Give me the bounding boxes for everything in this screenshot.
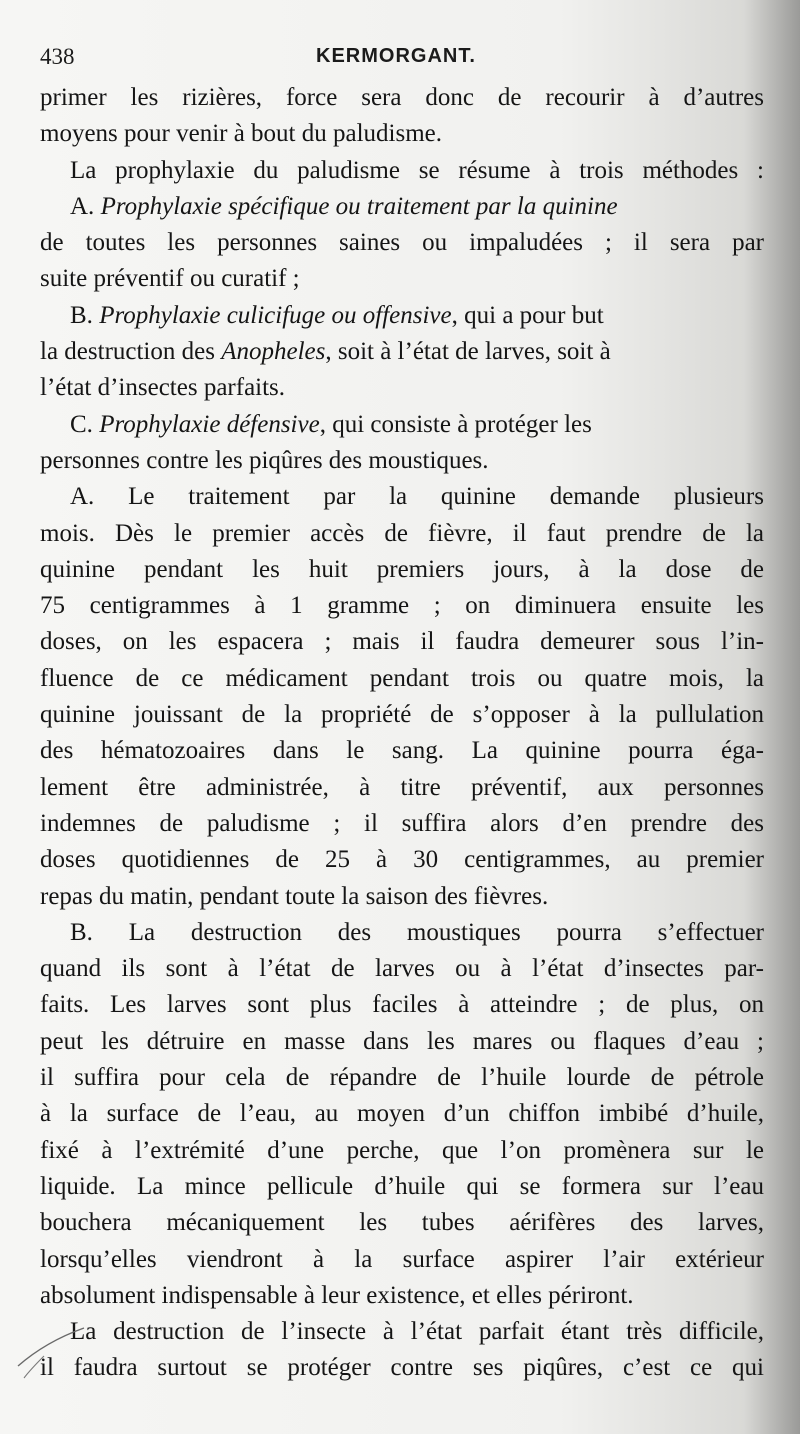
text-line: La prophylaxie du paludisme se résume à trois méthodes :: [70, 156, 764, 184]
line-prefix: la destruction des: [40, 338, 222, 366]
text-line: absolument indispensable à leur existence, et elles périront.: [40, 1281, 634, 1309]
text-line: il suffira pour cela de répandre de l’huile lourde de pétrole: [40, 1064, 764, 1092]
text-line: il faudra surtout se protéger contre ses piqûres, c’est ce qui: [40, 1354, 764, 1382]
text-line: indemnes de paludisme ; il suffira alors d’en prendre des: [40, 809, 764, 837]
text-line: mois. Dès le premier accès de fièvre, il faut prendre de la: [40, 519, 764, 547]
text-line: peut les détruire en masse dans les mares ou flaques d’eau ;: [40, 1027, 764, 1055]
line-prefix: A.: [70, 192, 101, 220]
text-line: quinine pendant les huit premiers jours, à la dose de: [40, 555, 764, 583]
italic-phrase: Prophylaxie défensive: [99, 410, 320, 438]
text-line: de toutes les personnes saines ou impaludées ; il sera par: [40, 229, 764, 257]
text-line: [40, 189, 764, 225]
text-line: fluence de ce médicament pendant trois ou quatre mois, la: [40, 664, 764, 692]
italic-phrase: Prophylaxie spécifique ou traitement par la quinine: [100, 192, 618, 220]
text-line: quinine jouissant de la propriété de s’opposer à la pullulation: [40, 701, 764, 729]
text-line: lorsqu’elles viendront à la surface aspirer l’air extérieur: [40, 1245, 764, 1273]
line-prefix: C.: [70, 410, 100, 438]
text-line: bouchera mécaniquement les tubes aérifères des larves,: [40, 1209, 764, 1237]
text-line: [40, 334, 764, 370]
text-line: B. La destruction des moustiques pourra s’effectuer: [70, 918, 764, 946]
page-number: 438: [40, 44, 75, 69]
text-line: faits. Les larves sont plus faciles à atteindre ; de plus, on: [40, 991, 764, 1019]
text-line: liquide. La mince pellicule d’huile qui se formera sur l’eau: [40, 1172, 764, 1200]
text-line: à la surface de l’eau, au moyen d’un chiffon imbibé d’huile,: [40, 1100, 764, 1128]
line-prefix: B.: [70, 301, 100, 329]
line-suffix: , qui consiste à protéger les: [319, 410, 592, 438]
line-suffix: , soit à l’état de larves, soit à: [325, 338, 611, 366]
text-line: doses, on les espacera ; mais il faudra demeurer sous l’in-: [40, 628, 764, 656]
text-line: personnes contre les piqûres des moustiques.: [40, 446, 489, 474]
text-line: lement être administrée, à titre préventif, aux personnes: [40, 773, 764, 801]
text-line: moyens pour venir à bout du paludisme.: [40, 120, 443, 148]
text-line: fixé à l’extrémité d’une perche, que l’on promènera sur le: [40, 1136, 764, 1164]
pencil-mark-icon: [14, 1322, 94, 1382]
body-text: [40, 80, 764, 1387]
text-line: repas du matin, pendant toute la saison des fièvres.: [40, 882, 549, 910]
text-line: primer les rizières, force sera donc de recourir à d’autres: [40, 84, 764, 111]
text-line: La destruction de l’insecte à l’état parfait étant très difficile,: [70, 1318, 764, 1346]
italic-phrase: Prophylaxie culicifuge ou offensive: [99, 301, 452, 329]
italic-phrase: Anopheles: [221, 338, 326, 366]
text-line: A. Le traitement par la quinine demande plusieurs: [70, 483, 764, 511]
text-line: doses quotidiennes de 25 à 30 centigrammes, au premier: [40, 846, 764, 874]
page-header: [36, 36, 736, 76]
text-line: 75 centigrammes à 1 gramme ; on diminuera ensuite les: [40, 592, 764, 620]
text-line: [40, 298, 764, 334]
line-suffix: , qui a pour but: [451, 301, 604, 329]
text-line: [40, 407, 764, 443]
running-head: KERMORGANT.: [316, 45, 476, 67]
text-line: suite préventif ou curatif ;: [40, 265, 300, 293]
text-line: des hématozoaires dans le sang. La quinine pourra éga-: [40, 737, 764, 765]
text-line: l’état d’insectes parfaits.: [40, 374, 286, 402]
text-line: quand ils sont à l’état de larves ou à l’état d’insectes par-: [40, 955, 764, 983]
